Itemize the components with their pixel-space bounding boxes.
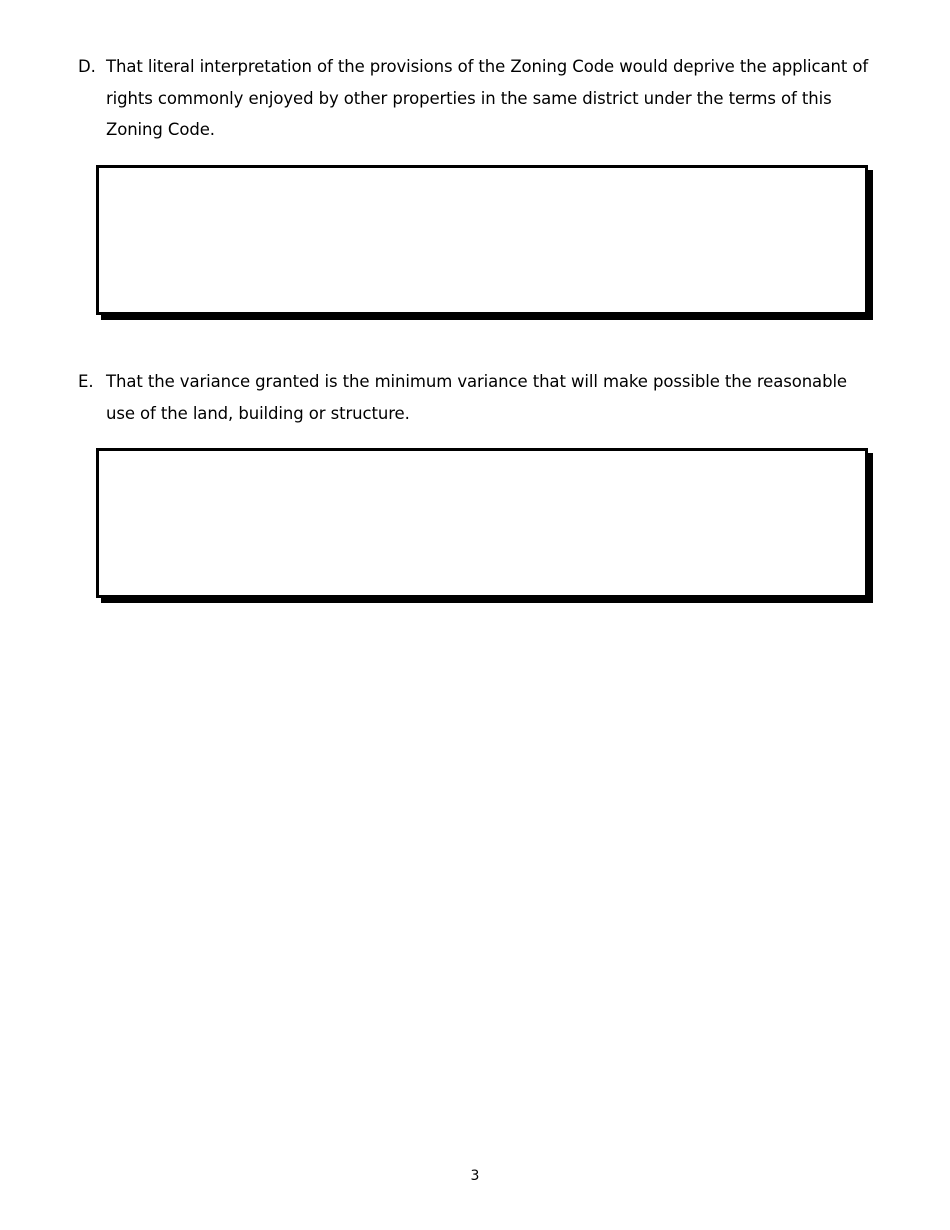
page-number: 3 xyxy=(470,1168,480,1184)
criterion-e xyxy=(78,366,878,429)
criterion-d-response-field[interactable] xyxy=(96,165,868,315)
criterion-d-letter: D. xyxy=(78,57,96,76)
criterion-e-text: That the variance granted is the minimum variance that will make possible the reasonable use of the land, building or structure. xyxy=(106,372,847,423)
criterion-e-response-field[interactable] xyxy=(96,448,868,598)
criterion-d xyxy=(78,51,878,146)
criterion-d-text: That literal interpretation of the provisions of the Zoning Code would deprive the applicant of rights commonly enjoyed by other properties in the same district under the terms of this Zoning Code. xyxy=(106,57,869,139)
criterion-e-letter: E. xyxy=(78,372,94,391)
